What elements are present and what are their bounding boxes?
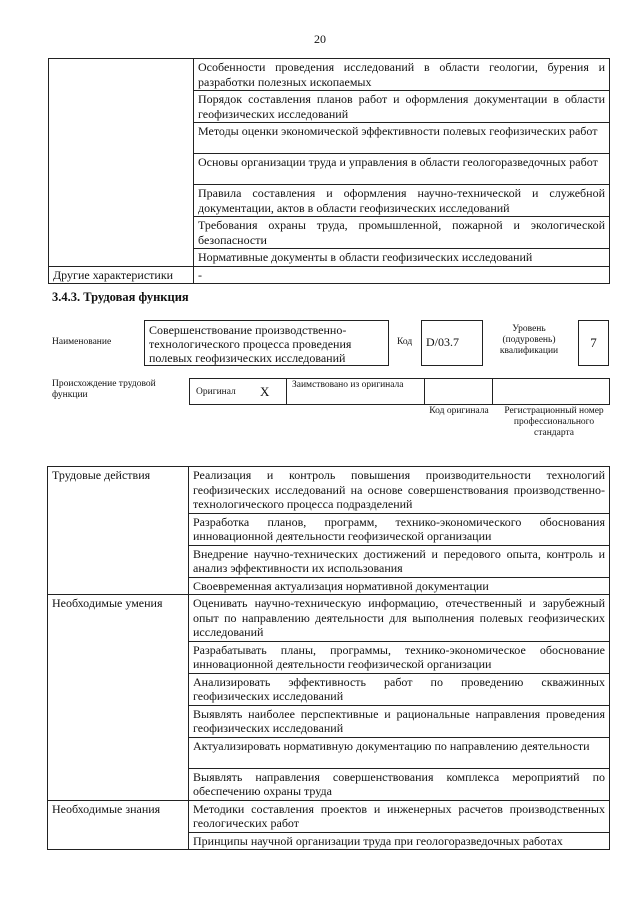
list-item: Методы оценки экономической эффективности полевых геофизических работ bbox=[194, 123, 610, 154]
level-value: 7 bbox=[590, 335, 597, 350]
other-characteristics-value: - bbox=[194, 266, 610, 284]
code-label: Код bbox=[397, 337, 413, 347]
list-item: Своевременная актуализация нормативной документации bbox=[189, 577, 610, 595]
section-label-skills: Необходимые умения bbox=[48, 595, 189, 801]
list-item: Выявлять направления совершенствования комплекса мероприятий по обеспечению охраны труда bbox=[189, 768, 610, 800]
list-item: Реализация и контроль повышения производительности технологий геофизических исследований на основе совершенствования производственно-технологического процесса подразделений bbox=[189, 467, 610, 514]
function-name-box bbox=[144, 320, 389, 366]
code-value: D/03.7 bbox=[426, 335, 459, 349]
list-item: Методики составления проектов и инженерных расчетов производственных геологических работ bbox=[189, 800, 610, 832]
divider bbox=[492, 378, 493, 405]
list-item: Основы организации труда и управления в области геологоразведочных работ bbox=[194, 154, 610, 185]
list-item: Нормативные документы в области геофизических исследований bbox=[194, 249, 610, 267]
original-mark: X bbox=[260, 384, 270, 399]
knowledge-continuation-table bbox=[48, 58, 610, 284]
page-number: 20 bbox=[314, 32, 326, 46]
divider bbox=[424, 378, 425, 405]
original-label: Оригинал bbox=[196, 387, 236, 397]
code-box bbox=[421, 320, 483, 366]
table-label-cell bbox=[49, 59, 194, 267]
origin-label: Происхождение трудовой функции bbox=[52, 379, 156, 400]
level-label: Уровень (подуровень) квалификации bbox=[499, 324, 559, 356]
name-label: Наименование bbox=[52, 337, 112, 347]
list-item: Порядок составления планов работ и оформления документации в области геофизических исследований bbox=[194, 91, 610, 123]
function-heading: 3.4.3. Трудовая функция bbox=[52, 290, 189, 304]
reg-number-caption: Регистрационный номер профессионального стандарта bbox=[504, 406, 604, 438]
list-item: Принципы научной организации труда при геологоразведочных работах bbox=[189, 832, 610, 850]
list-item: Особенности проведения исследований в области геологии, бурения и разработки полезных ископаемых bbox=[194, 59, 610, 91]
list-item: Выявлять наиболее перспективные и рациональные направления проведения геофизических исследований bbox=[189, 705, 610, 737]
code-original-caption: Код оригинала bbox=[429, 406, 489, 416]
list-item: Актуализировать нормативную документацию по направлению деятельности bbox=[189, 737, 610, 768]
list-item: Правила составления и оформления научно-технической и служебной документации, актов в области геофизических исследований bbox=[194, 185, 610, 217]
level-box bbox=[578, 320, 609, 366]
list-item: Анализировать эффективность работ по проведению скважинных геофизических исследований bbox=[189, 673, 610, 705]
function-name-value: Совершенствование производственно-технологического процесса проведения полевых геофизических исследований bbox=[149, 323, 352, 365]
section-label-actions: Трудовые действия bbox=[48, 467, 189, 595]
list-item: Разработка планов, программ, технико-экономического обоснования инновационной деятельности геофизической организации bbox=[189, 513, 610, 545]
list-item: Оценивать научно-техническую информацию, отечественный и зарубежный опыт по направлению деятельности для выполнения полевых геофизических исследований bbox=[189, 595, 610, 642]
divider bbox=[286, 378, 287, 405]
section-label-knowledge: Необходимые знания bbox=[48, 800, 189, 850]
list-item: Разрабатывать планы, программы, технико-экономическое обоснование инновационной деятельности геофизической организации bbox=[189, 641, 610, 673]
borrowed-label: Заимствовано из оригинала bbox=[292, 380, 404, 390]
list-item: Внедрение научно-технических достижений и передового опыта, контроль и анализ эффективности их использования bbox=[189, 545, 610, 577]
list-item: Требования охраны труда, промышленной, пожарной и экологической безопасности bbox=[194, 217, 610, 249]
other-characteristics-label: Другие характеристики bbox=[49, 266, 194, 284]
labor-function-table bbox=[47, 466, 610, 850]
